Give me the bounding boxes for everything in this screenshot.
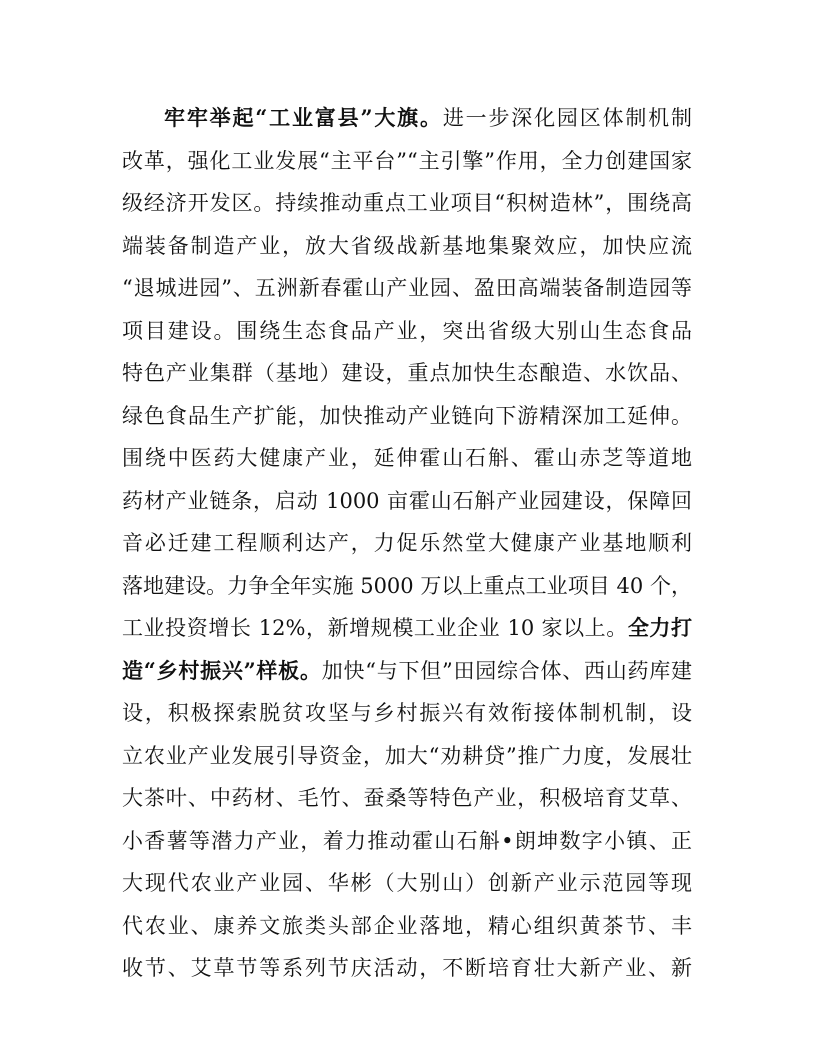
text-line-8: [122, 395, 692, 437]
text-line-2: [122, 140, 692, 182]
text-run: 改革，强化工业发展“主平台”“主引擎”作用，全力创建国家: [122, 149, 692, 173]
text-run: 药材产业链条，启动 1000 亩霍山石斛产业园建设，保障回: [122, 489, 692, 513]
text-run: 项目建设。围绕生态食品产业，突出省级大别山生态食品: [122, 319, 692, 343]
text-line-17: [122, 777, 692, 819]
text-line-1: [164, 97, 692, 139]
text-run: 大现代农业产业园、华彬（大别山）创新产业示范园等现: [122, 871, 692, 895]
text-line-5: [122, 267, 692, 309]
heading-phrase: 牢牢举起“工业富县”大旗。: [164, 105, 443, 130]
text-line-10: [122, 480, 692, 522]
heading-phrase: 全力打: [627, 615, 692, 640]
text-run: 特色产业集群（基地）建设，重点加快生态酿造、水饮品、: [122, 361, 692, 385]
text-line-13: [122, 607, 692, 649]
text-run: 收节、艾草节等系列节庆活动，不断培育壮大新产业、新: [122, 956, 692, 980]
text-line-11: [122, 522, 692, 564]
text-run: 小香薯等潜力产业，着力推动霍山石斛•朗坤数字小镇、正: [122, 829, 692, 853]
text-run: 围绕中医药大健康产业，延伸霍山石斛、霍山赤芝等道地: [122, 446, 692, 470]
text-line-18: [122, 820, 692, 862]
text-run: 音必迁建工程顺利达产，力促乐然堂大健康产业基地顺利: [122, 531, 692, 555]
text-run: 落地建设。力争全年实施 5000 万以上重点工业项目 40 个，: [122, 574, 692, 598]
text-run: 设，积极探索脱贫攻坚与乡村振兴有效衔接体制机制，设: [122, 701, 692, 725]
text-run: 立农业产业发展引导资金，加大“劝耕贷”推广力度，发展壮: [122, 744, 692, 768]
text-run: “退城进园”、五洲新春霍山产业园、盈田高端装备制造园等: [122, 276, 692, 300]
text-run: 工业投资增长 12%，新增规模工业企业 10 家以上。: [122, 616, 628, 640]
text-line-20: [122, 905, 692, 947]
text-line-7: [122, 352, 692, 394]
text-run: 绿色食品生产扩能，加快推动产业链向下游精深加工延伸。: [122, 404, 692, 428]
text-line-14: [122, 650, 692, 692]
text-run: 大茶叶、中药材、毛竹、蚕桑等特色产业，积极培育艾草、: [122, 786, 692, 810]
text-line-15: [122, 692, 692, 734]
text-line-9: [122, 437, 692, 479]
text-run: 端装备制造产业，放大省级战新基地集聚效应，加快应流: [122, 234, 692, 258]
text-line-4: [122, 225, 692, 267]
text-run: 加快“与下但”田园综合体、西山药库建: [321, 659, 692, 683]
text-line-21: [122, 947, 692, 989]
text-line-3: [122, 182, 692, 224]
text-line-19: [122, 862, 692, 904]
text-line-12: [122, 565, 692, 607]
text-line-6: [122, 310, 692, 352]
text-run: 代农业、康养文旅类头部企业落地，精心组织黄茶节、丰: [122, 914, 692, 938]
text-line-16: [122, 735, 692, 777]
text-run: 级经济开发区。持续推动重点工业项目“积树造林”，围绕高: [122, 191, 692, 215]
heading-phrase: 造“乡村振兴”样板。: [122, 658, 322, 683]
text-run: 进一步深化园区体制机制: [442, 106, 692, 130]
